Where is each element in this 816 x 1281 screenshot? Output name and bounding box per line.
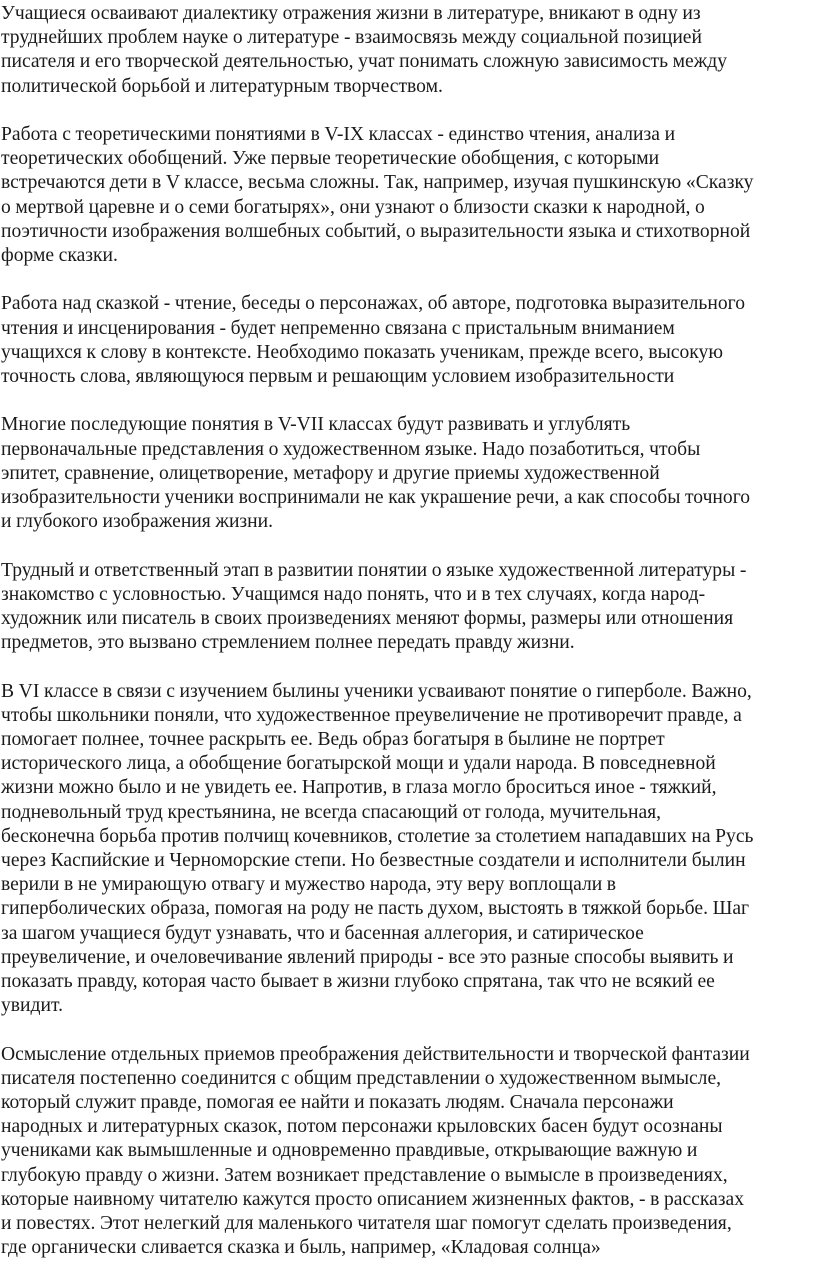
paragraph-artistic-language: Многие последующие понятия в V-VII классах будут развивать и углублять первоначальные представления о художественном языке. Надо позаботиться, чтобы эпитет, сравнение, олицетворение, метафору и другие приемы художественной изобразительности ученики воспринимали не как украшение речи, а как способы точного и глубокого изображения жизни.: [1, 414, 751, 533]
paragraph-theory-work: Работа с теоретическими понятиями в V-IX классах - единство чтения, анализа и теоретических обобщений. Уже первые теоретические обобщения, с которыми встречаются дети в V классе, весьма сложны. Так, например, изучая пушкинскую «Сказку о мертвой царевне и о семи богатырях», они узнают о близости сказки к народной, о поэтичности изображения волшебных событий, о выразительности языка и стихотворной форме сказки.: [1, 124, 754, 267]
paragraph-conventionality: Трудный и ответственный этап в развитии понятии о языке художественной литературы - знакомство с условностью. Учащимся надо понять, что и в тех случаях, когда народ- художник или писатель в своих произведениях меняют формы, размеры или отношения предметов, это вызвано стремлением полнее передать правду жизни.: [1, 559, 747, 654]
paragraph-dialectics: Учащиеся осваивают диалектику отражения жизни в литературе, вникают в одну из труднейших проблем науке о литературе - взаимосвязь между социальной позицией писателя и его творческой деятельностью, учат понимать сложную зависимость между политической борьбой и литературным творчеством.: [1, 3, 728, 97]
paragraph-hyperbole: В VI классе в связи с изучением былины ученики усваивают понятие о гиперболе. Важно, чтобы школьники поняли, что художественное преувеличение не противоречит правде, а помогает полнее, точнее раскрыть ее. Ведь образ богатыря в былине не портрет исторического лица, а обобщение богатырской мощи и удали народа. В повседневной жизни можно было и не увидеть ее. Напротив, в глаза могло броситься иное - тяжкий, подневольный труд крестьянина, не всегда спасающий от голода, мучительная, бесконечна борьба против полчищ кочевников, столетие за столетием нападавших на Русь через Каспийские и Черноморские степи. Но безвестные создатели и исполнители былин верили в не умирающую отвагу и мужество народа, эту веру воплощали в гиперболических образа, помогая на роду не пасть духом, выстоять в тяжкой борьбе. Шаг за шагом учащиеся будут узнавать, что и басенная аллегория, и сатирическое преувеличение, и очеловечивание явлений природы - все это разные способы выявить и показать правду, которая часто бывает в жизни глубоко спрятана, так что не всякий ее увидит.: [1, 680, 754, 1017]
paragraph-fiction: Осмысление отдельных приемов преображения действительности и творческой фантазии писателя постепенно соединится с общим представлении о художественном вымысле, который служит правде, помогая ее найти и показать людям. Сначала персонажи народных и литературных сказок, потом персонажи крыловских басен будут осознаны учениками как вымышленные и одновременно правдивые, открывающие важную и глубокую правду о жизни. Затем возникает представление о вымысле в произведениях, которые наивному читателю кажутся просто описанием жизненных фактов, - в рассказах и повестях. Этот нелегкий для маленького читателя шаг помогут сделать произведения, где органически сливается сказка и быль, например, «Кладовая солнца»: [1, 1043, 750, 1259]
paragraph-fairy-tale-work: Работа над сказкой - чтение, беседы о персонажах, об авторе, подготовка выразительного чтения и инсценирования - будет непременно связана с пристальным вниманием учащихся к слову в контексте. Необходимо показать ученикам, прежде всего, высокую точность слова, являющуюся первым и решающим условием изобразительности: [1, 293, 745, 388]
